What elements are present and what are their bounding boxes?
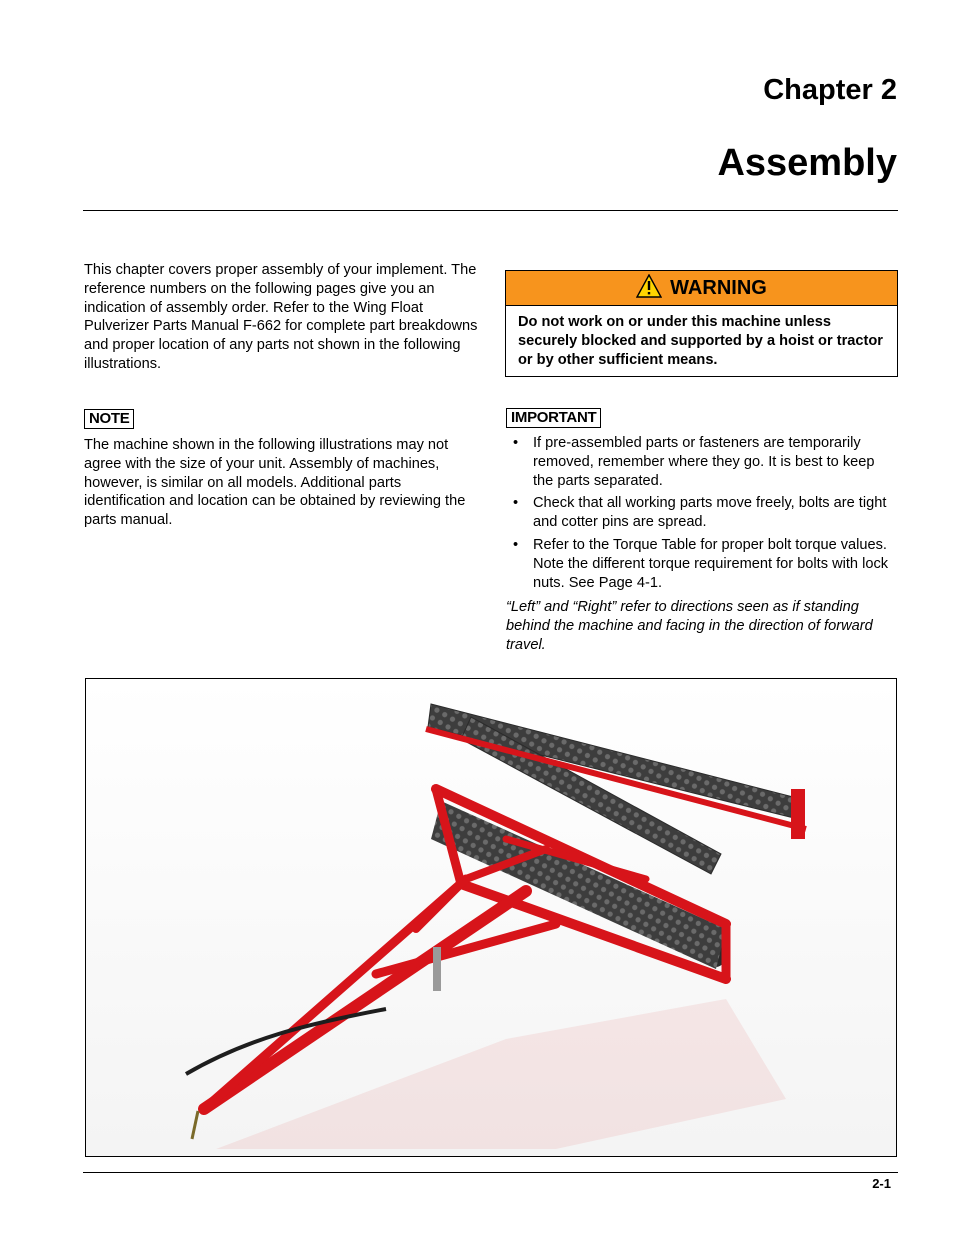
note-tag: NOTE — [84, 409, 134, 429]
warning-triangle-icon — [636, 274, 662, 303]
header-divider — [83, 210, 898, 211]
warning-header — [506, 271, 897, 306]
list-item — [506, 536, 898, 592]
list-item — [506, 434, 898, 490]
important-tag: IMPORTANT — [506, 408, 601, 428]
bullet-icon: • — [513, 536, 519, 553]
list-item-text: If pre-assembled parts or fasteners are temporarily removed, remember where they go. It is best to keep the parts separated. — [533, 435, 875, 489]
machine-illustration — [85, 678, 897, 1157]
important-list — [506, 434, 898, 596]
page-number: 2-1 — [872, 1176, 891, 1191]
chapter-title: Assembly — [717, 142, 897, 184]
list-item-text: Check that all working parts move freely, bolts are tight and cotter pins are spread. — [533, 495, 887, 531]
jack-stand — [433, 947, 441, 991]
direction-note: “Left” and “Right” refer to directions seen as if standing behind the machine and facing in the direction of forward travel. — [506, 599, 873, 653]
bullet-icon: • — [513, 435, 519, 451]
warning-label: WARNING — [670, 276, 767, 299]
list-item — [506, 494, 898, 532]
list-item-text: Refer to the Torque Table for proper bolt torque values. Note the different torque requirement for bolts with lock nuts. See Page 4-1. — [533, 536, 889, 591]
bullet-icon: • — [513, 495, 519, 512]
warning-text: Do not work on or under this machine unless securely blocked and supported by a hoist or tractor or by other sufficient means. — [518, 314, 883, 368]
chapter-number: Chapter 2 — [763, 74, 897, 106]
intro-paragraph: This chapter covers proper assembly of your implement. The reference numbers on the following pages give you an indication of assembly order. Refer to the Wing Float Pulverizer Parts Manual F-662 for complete part breakdowns and proper location of any parts not shown in the following illustrations. — [84, 262, 478, 372]
note-text: The machine shown in the following illustrations may not agree with the size of your unit. Assembly of machines, however, is similar on all models. Additional parts identification and location can be obtained by reviewing the parts manual. — [84, 437, 466, 529]
warning-box — [505, 270, 898, 377]
footer-divider — [83, 1172, 898, 1173]
